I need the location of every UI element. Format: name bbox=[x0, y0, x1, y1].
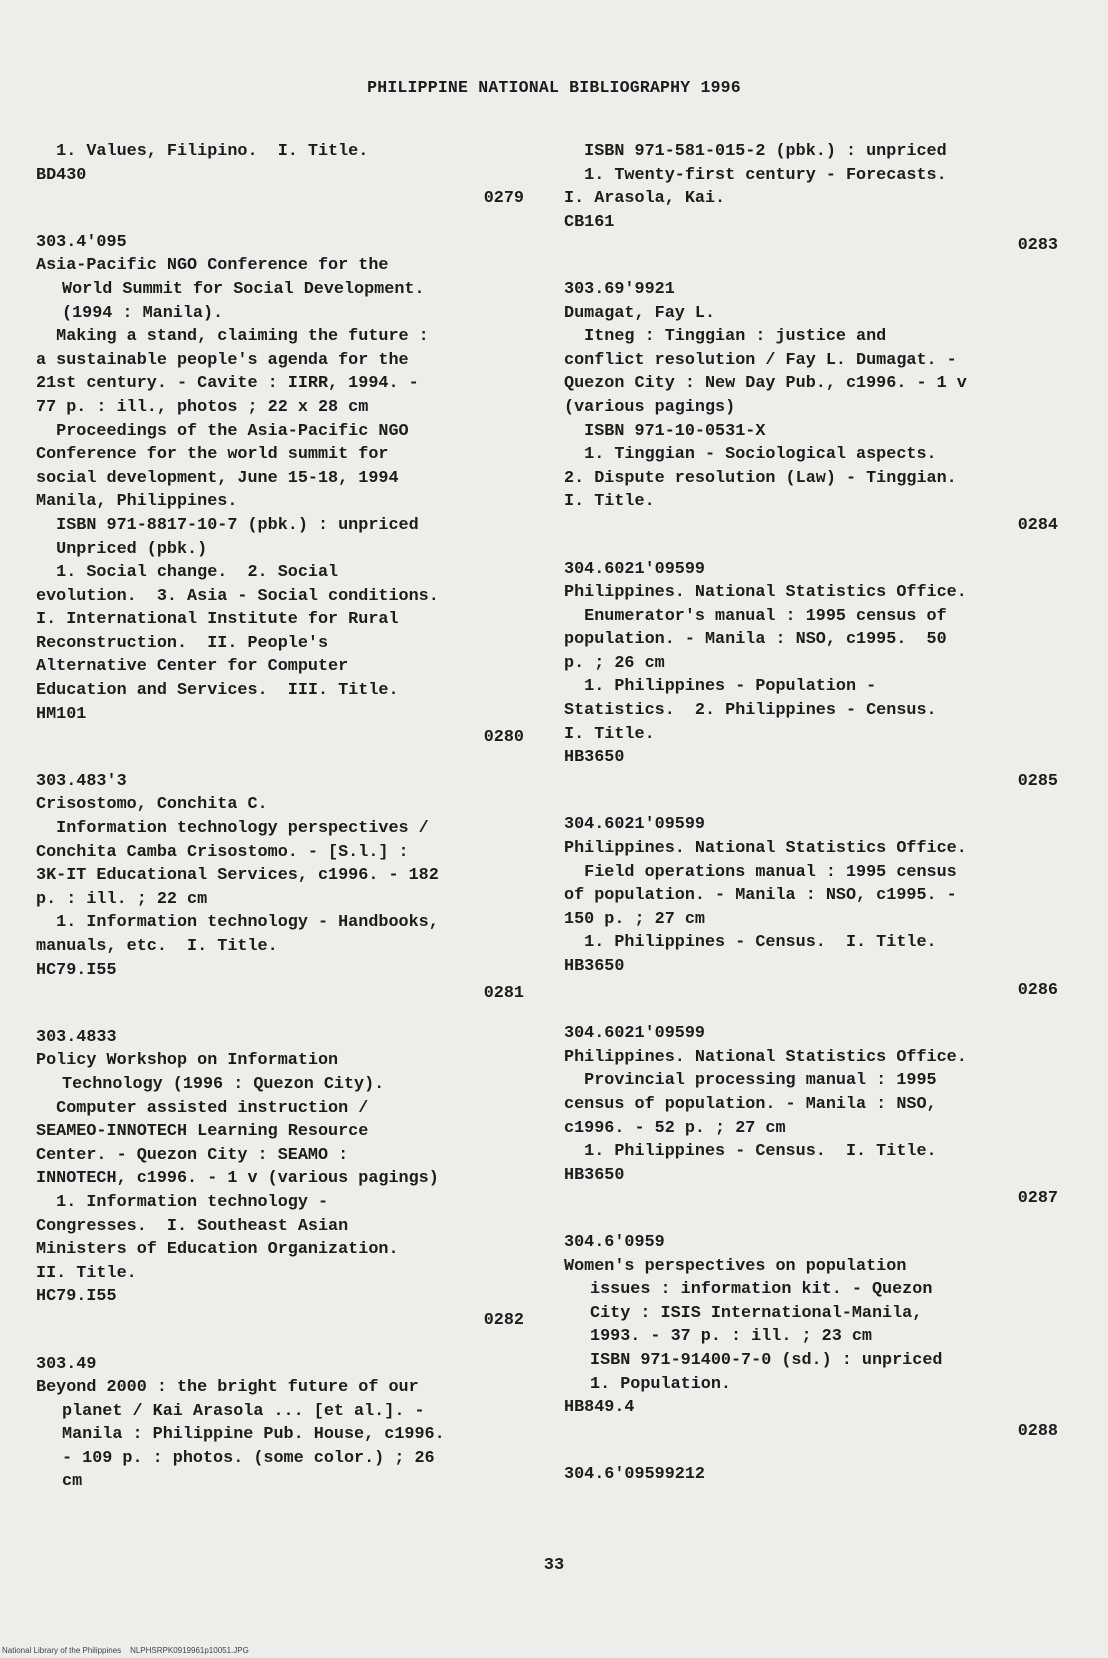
entry-line: Unpriced (pbk.) bbox=[36, 539, 208, 559]
entry-line: 1. Philippines - Population - bbox=[564, 677, 877, 697]
entry-line: 1. Information technology - bbox=[36, 1192, 329, 1212]
entry-line: c1996. - 52 p. ; 27 cm bbox=[564, 1118, 786, 1138]
page-title: PHILIPPINE NATIONAL BIBLIOGRAPHY 1996 bbox=[367, 78, 741, 97]
entry-number: 0284 bbox=[1017, 515, 1058, 535]
entry-line: Crisostomo, Conchita C. bbox=[36, 795, 268, 815]
entry-line: Computer assisted instruction / bbox=[36, 1098, 369, 1118]
entry-line: 304.6021'09599 bbox=[564, 559, 705, 579]
entry-line: (1994 : Manila). bbox=[62, 303, 224, 323]
entry-number: 0283 bbox=[1017, 236, 1058, 256]
entry-line: Women's perspectives on population bbox=[564, 1256, 907, 1276]
entry-line: - 109 p. : photos. (some color.) ; 26 bbox=[62, 1448, 435, 1468]
entry-line: Manila : Philippine Pub. House, c1996. bbox=[62, 1425, 445, 1445]
entry-line: of population. - Manila : NSO, c1995. - bbox=[564, 886, 957, 906]
entry-line: ISBN 971-91400-7-0 (sd.) : unpriced bbox=[590, 1350, 943, 1370]
bibliography-entry bbox=[36, 231, 526, 750]
bibliography-entry bbox=[564, 140, 1060, 258]
entry-line: City : ISIS International-Manila, bbox=[590, 1303, 923, 1323]
entry-line: Conchita Camba Crisostomo. - [S.l.] : bbox=[36, 842, 409, 862]
entry-line: 304.6021'09599 bbox=[564, 1024, 705, 1044]
entry-line: manuals, etc. I. Title. bbox=[36, 937, 278, 956]
entry-line: HB3650 bbox=[564, 748, 625, 768]
bibliography-entry bbox=[36, 1353, 526, 1495]
entry-number: 0286 bbox=[1017, 980, 1058, 1000]
entry-line: 1. Twenty-first century - Forecasts. bbox=[564, 165, 947, 185]
entry-line: 303.69'9921 bbox=[564, 279, 675, 299]
entry-line: evolution. 3. Asia - Social conditions. bbox=[36, 586, 439, 606]
bibliography-entry bbox=[36, 770, 526, 1006]
entry-line: HC79.I55 bbox=[36, 1287, 117, 1307]
entry-line: Philippines. National Statistics Office. bbox=[564, 839, 967, 859]
entry-line: SEAMEO-INNOTECH Learning Resource bbox=[36, 1122, 369, 1142]
entry-line: Making a stand, claiming the future : bbox=[36, 327, 429, 347]
entry-line: social development, June 15-18, 1994 bbox=[36, 468, 399, 488]
bibliography-entry bbox=[564, 1463, 1060, 1487]
bibliography-entry bbox=[564, 1231, 1060, 1443]
entry-number: 0287 bbox=[1017, 1189, 1058, 1209]
entry-line: I. Arasola, Kai. bbox=[564, 189, 726, 209]
entry-line: Center. - Quezon City : SEAMO : bbox=[36, 1145, 349, 1165]
entry-line: I. International Institute for Rural bbox=[36, 610, 399, 630]
entry-line: Technology (1996 : Quezon City). bbox=[62, 1074, 385, 1094]
entry-line: Proceedings of the Asia-Pacific NGO bbox=[36, 421, 409, 441]
entry-line: 303.4833 bbox=[36, 1027, 117, 1047]
entry-line: Itneg : Tinggian : justice and bbox=[564, 327, 887, 347]
entry-line: HB3650 bbox=[564, 1165, 625, 1185]
entry-line: 304.6'09599212 bbox=[564, 1465, 705, 1485]
entry-line: Education and Services. III. Title. bbox=[36, 681, 399, 701]
entry-line: I. Title. bbox=[564, 724, 655, 744]
entry-line: Congresses. I. Southeast Asian bbox=[36, 1216, 349, 1236]
entry-number: 0281 bbox=[483, 984, 524, 1004]
entry-number: 0279 bbox=[483, 189, 524, 209]
entry-line: Conference for the world summit for bbox=[36, 445, 389, 465]
entry-line: 2. Dispute resolution (Law) - Tinggian. bbox=[564, 468, 957, 488]
entry-line: ISBN 971-8817-10-7 (pbk.) : unpriced bbox=[36, 515, 419, 535]
bibliography-entry bbox=[564, 278, 1060, 538]
bibliography-entry bbox=[564, 558, 1060, 794]
entry-line: a sustainable people's agenda for the bbox=[36, 350, 409, 370]
entry-line: Enumerator's manual : 1995 census of bbox=[564, 606, 947, 626]
entry-number: 0282 bbox=[483, 1310, 524, 1330]
entry-line: HB3650 bbox=[564, 957, 625, 976]
right-column bbox=[564, 140, 1060, 1507]
entry-line: Philippines. National Statistics Office. bbox=[564, 583, 967, 603]
page-number: 33 bbox=[543, 1556, 565, 1575]
entry-number: 0288 bbox=[1017, 1421, 1058, 1441]
entry-line: 303.49 bbox=[36, 1354, 97, 1374]
entry-line: 3K-IT Educational Services, c1996. - 182 bbox=[36, 866, 439, 886]
entry-line: 21st century. - Cavite : IIRR, 1994. - bbox=[36, 374, 419, 394]
entry-line: I. Title. bbox=[564, 492, 655, 512]
entry-number: 0285 bbox=[1017, 771, 1058, 791]
entry-line: ISBN 971-10-0531-X bbox=[564, 421, 766, 441]
entry-line: (various pagings) bbox=[564, 397, 736, 417]
entry-line: Provincial processing manual : 1995 bbox=[564, 1071, 937, 1091]
entry-line: Statistics. 2. Philippines - Census. bbox=[564, 701, 937, 721]
left-column bbox=[36, 140, 526, 1514]
entry-line: 1. Values, Filipino. I. Title. bbox=[36, 142, 369, 161]
entry-line: Philippines. National Statistics Office. bbox=[564, 1047, 967, 1067]
entry-line: HC79.I55 bbox=[36, 960, 117, 980]
bibliography-entry bbox=[36, 1026, 526, 1333]
entry-line: INNOTECH, c1996. - 1 v (various pagings) bbox=[36, 1169, 439, 1189]
entry-line: World Summit for Social Development. bbox=[62, 279, 425, 299]
entry-line: 1. Social change. 2. Social bbox=[36, 563, 339, 583]
entry-line: ISBN 971-581-015-2 (pbk.) : unpriced bbox=[564, 142, 947, 161]
entry-line: 1. Information technology - Handbooks, bbox=[36, 913, 439, 933]
entry-line: 303.483'3 bbox=[36, 771, 127, 791]
entry-line: 150 p. ; 27 cm bbox=[564, 909, 705, 929]
entry-line: conflict resolution / Fay L. Dumagat. - bbox=[564, 350, 957, 370]
entry-line: planet / Kai Arasola ... [et al.]. - bbox=[62, 1401, 425, 1421]
entry-line: HB849.4 bbox=[564, 1398, 635, 1418]
entry-line: Policy Workshop on Information bbox=[36, 1051, 339, 1071]
entry-line: Information technology perspectives / bbox=[36, 819, 429, 839]
entry-line: CB161 bbox=[564, 212, 615, 232]
entry-line: BD430 bbox=[36, 165, 87, 185]
entry-line: p. : ill. ; 22 cm bbox=[36, 889, 208, 909]
entry-line: population. - Manila : NSO, c1995. 50 bbox=[564, 630, 947, 650]
entry-line: p. ; 26 cm bbox=[564, 653, 665, 673]
entry-line: cm bbox=[62, 1472, 83, 1492]
entry-line: Quezon City : New Day Pub., c1996. - 1 v bbox=[564, 374, 967, 394]
entry-line: 304.6021'09599 bbox=[564, 815, 705, 835]
bibliography-entry bbox=[564, 813, 1060, 1002]
bibliography-entry bbox=[564, 1022, 1060, 1211]
entry-line: Dumagat, Fay L. bbox=[564, 303, 716, 323]
entry-line: Manila, Philippines. bbox=[36, 492, 238, 512]
entry-line: Field operations manual : 1995 census bbox=[564, 862, 957, 882]
scan-footer: National Library of the Philippines NLPHSRPK0919961p10051.JPG bbox=[2, 1646, 249, 1655]
entry-line: 1. Tinggian - Sociological aspects. bbox=[564, 445, 937, 465]
entry-line: census of population. - Manila : NSO, bbox=[564, 1094, 937, 1114]
entry-line: 303.4'095 bbox=[36, 232, 127, 252]
entry-line: 304.6'0959 bbox=[564, 1232, 665, 1252]
entry-line: Beyond 2000 : the bright future of our bbox=[36, 1378, 419, 1398]
bibliography-entry bbox=[36, 140, 526, 211]
entry-line: II. Title. bbox=[36, 1263, 137, 1283]
entry-line: 77 p. : ill., photos ; 22 x 28 cm bbox=[36, 397, 369, 417]
entry-number: 0280 bbox=[483, 728, 524, 748]
entry-line: Ministers of Education Organization. bbox=[36, 1240, 399, 1260]
entry-line: issues : information kit. - Quezon bbox=[590, 1280, 933, 1300]
entry-line: Asia-Pacific NGO Conference for the bbox=[36, 256, 389, 276]
entry-line: Reconstruction. II. People's bbox=[36, 633, 329, 653]
entry-line: 1993. - 37 p. : ill. ; 23 cm bbox=[590, 1327, 872, 1347]
entry-line: 1. Philippines - Census. I. Title. bbox=[564, 1142, 937, 1162]
entry-line: Alternative Center for Computer bbox=[36, 657, 349, 677]
entry-line: 1. Population. bbox=[590, 1374, 731, 1394]
entry-line: HM101 bbox=[36, 704, 87, 724]
entry-line: 1. Philippines - Census. I. Title. bbox=[564, 933, 937, 953]
